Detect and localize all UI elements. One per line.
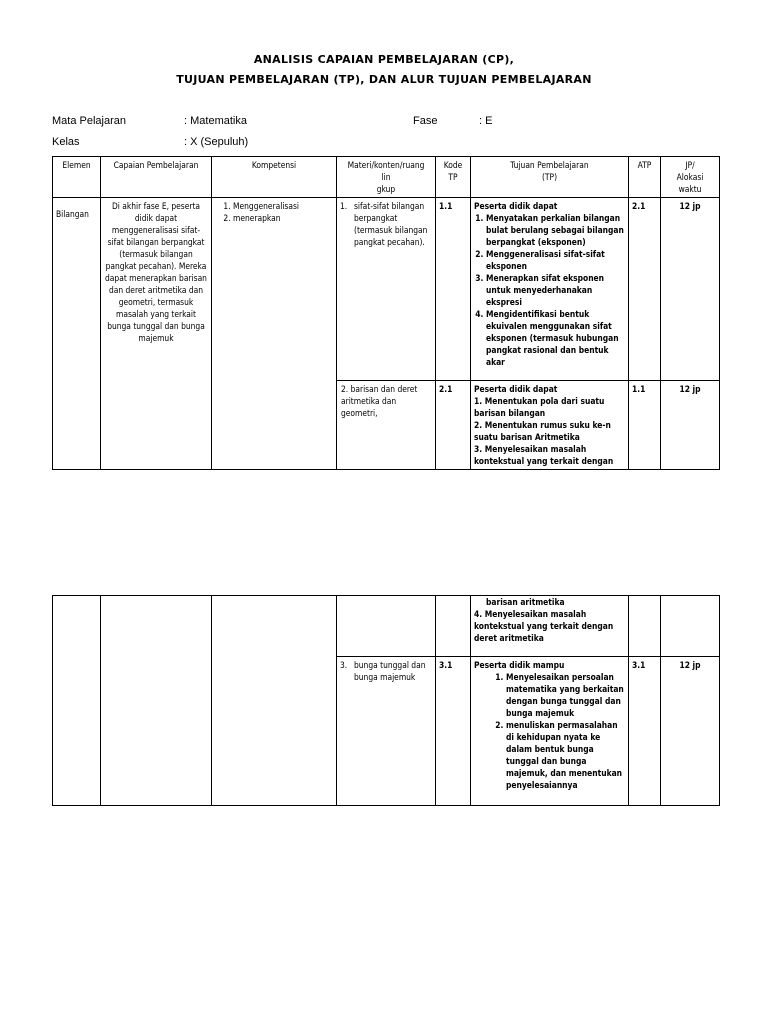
kelas-value: : X (Sepuluh) [184, 136, 249, 148]
tp-intro: Peserta didik mampu [474, 660, 565, 670]
header-materi-line-2: lin [381, 172, 391, 182]
atp-cell: 1.1 [629, 381, 661, 470]
tp-cell [471, 596, 629, 657]
analysis-table-page-1 [52, 156, 720, 470]
kompetensi-cell [212, 596, 337, 806]
header-tp-line-1: Tujuan Pembelajaran [510, 160, 589, 170]
tp-cell [471, 198, 629, 381]
kode-tp-cell [436, 596, 471, 657]
tp-cell [471, 657, 629, 806]
table-row [53, 596, 720, 657]
header-atp: ATP [629, 157, 661, 198]
materi-text: sifat-sifat bilangan berpangkat (termasuk bilangan pangkat pecahan). [354, 201, 428, 247]
tp-item: 3. Menyelesaikan masalah kontekstual yang terkait dengan [474, 444, 614, 466]
tp-item: 2. Menggeneralisasi sifat-sifat eksponen [486, 248, 625, 272]
header-jp [661, 157, 720, 198]
materi-number: 3. [340, 660, 348, 670]
tp-intro: Peserta didik dapat [474, 384, 558, 394]
header-elemen: Elemen [53, 157, 101, 198]
tp-cell [471, 381, 629, 470]
table-header-row [53, 157, 720, 198]
tp-intro: Peserta didik dapat [474, 201, 558, 211]
document-title-line-1: ANALISIS CAPAIAN PEMBELAJARAN (CP), [253, 53, 515, 66]
analysis-table-page-2 [52, 595, 720, 806]
tp-item: 4. Mengidentifikasi bentuk ekuivalen menggunakan sifat eksponen (termasuk hubungan pangkat rasional dan bentuk akar [486, 308, 625, 368]
kompetensi-cell [212, 198, 337, 470]
tp-item-continued: barisan aritmetika [486, 597, 565, 607]
header-kode-line-1: Kode [443, 160, 463, 170]
mapel-value: : Matematika [184, 115, 247, 127]
mapel-label: Mata Pelajaran [52, 115, 126, 127]
fase-label: Fase [413, 115, 438, 127]
tp-item: 1. Menyatakan perkalian bilangan bulat berulang sebagai bilangan berpangkat (eksponen) [486, 212, 625, 248]
tp-item: 2. Menentukan rumus suku ke-n suatu barisan Aritmetika [474, 420, 611, 442]
header-materi [337, 157, 436, 198]
header-tp-line-2: (TP) [541, 172, 558, 182]
header-kode-line-2: TP [448, 172, 458, 182]
kode-tp-cell: 3.1 [436, 657, 471, 806]
header-jp-line-3: waktu [678, 184, 702, 194]
materi-text: bunga tunggal dan bunga majemuk [354, 660, 426, 682]
header-materi-line-3: gkup [376, 184, 396, 194]
jp-cell: 12 jp [661, 657, 720, 806]
header-jp-line-2: Alokasi [676, 172, 704, 182]
elemen-cell: Bilangan [53, 198, 101, 470]
atp-cell: 2.1 [629, 198, 661, 381]
tp-item: 1. Menyelesaikan persoalan matematika yang berkaitan dengan bunga tunggal dan bunga majemuk [506, 671, 625, 719]
header-jp-line-1: JP/ [685, 160, 695, 170]
jp-cell [661, 596, 720, 657]
cp-cell: Di akhir fase E, peserta didik dapat menggeneralisasi sifat-sifat bilangan berpangkat (termasuk bilangan pangkat pecahan). Mereka dapat menerapkan barisan dan deret aritmetika dan geometri, termasuk masalah yang terkait bunga tunggal dan bunga majemuk [101, 198, 212, 470]
header-kode-tp [436, 157, 471, 198]
tp-item: 4. Menyelesaikan masalah kontekstual yang terkait dengan deret aritmetika [474, 609, 614, 643]
kompetensi-item: 2. menerapkan [233, 212, 333, 224]
cp-cell [101, 596, 212, 806]
jp-cell: 12 jp [661, 381, 720, 470]
kelas-label: Kelas [52, 136, 80, 148]
document-title-line-2: TUJUAN PEMBELAJARAN (TP), DAN ALUR TUJUAN PEMBELAJARAN [176, 73, 592, 86]
header-tujuan [471, 157, 629, 198]
header-cp: Capaian Pembelajaran [101, 157, 212, 198]
tp-item: 1. Menentukan pola dari suatu barisan bilangan [474, 396, 605, 418]
tp-item: 2. menuliskan permasalahan di kehidupan nyata ke dalam bentuk bunga tunggal dan bunga majemuk, dan menentukan penyelesaiannya [506, 719, 625, 791]
tp-item: 3. Menerapkan sifat eksponen untuk menyederhanakan ekspresi [486, 272, 625, 308]
materi-cell [337, 596, 436, 657]
materi-cell [337, 198, 436, 381]
kode-tp-cell: 1.1 [436, 198, 471, 381]
kompetensi-item: 1. Menggeneralisasi [233, 200, 333, 212]
table-row [53, 198, 720, 381]
fase-value: : E [479, 115, 493, 127]
materi-cell [337, 657, 436, 806]
kode-tp-cell: 2.1 [436, 381, 471, 470]
header-materi-line-1: Materi/konten/ruang [347, 160, 425, 170]
atp-cell [629, 596, 661, 657]
header-kompetensi: Kompetensi [212, 157, 337, 198]
materi-cell: 2. barisan dan deret aritmetika dan geometri, [337, 381, 436, 470]
atp-cell: 3.1 [629, 657, 661, 806]
jp-cell: 12 jp [661, 198, 720, 381]
materi-number: 1. [340, 201, 348, 211]
elemen-cell [53, 596, 101, 806]
